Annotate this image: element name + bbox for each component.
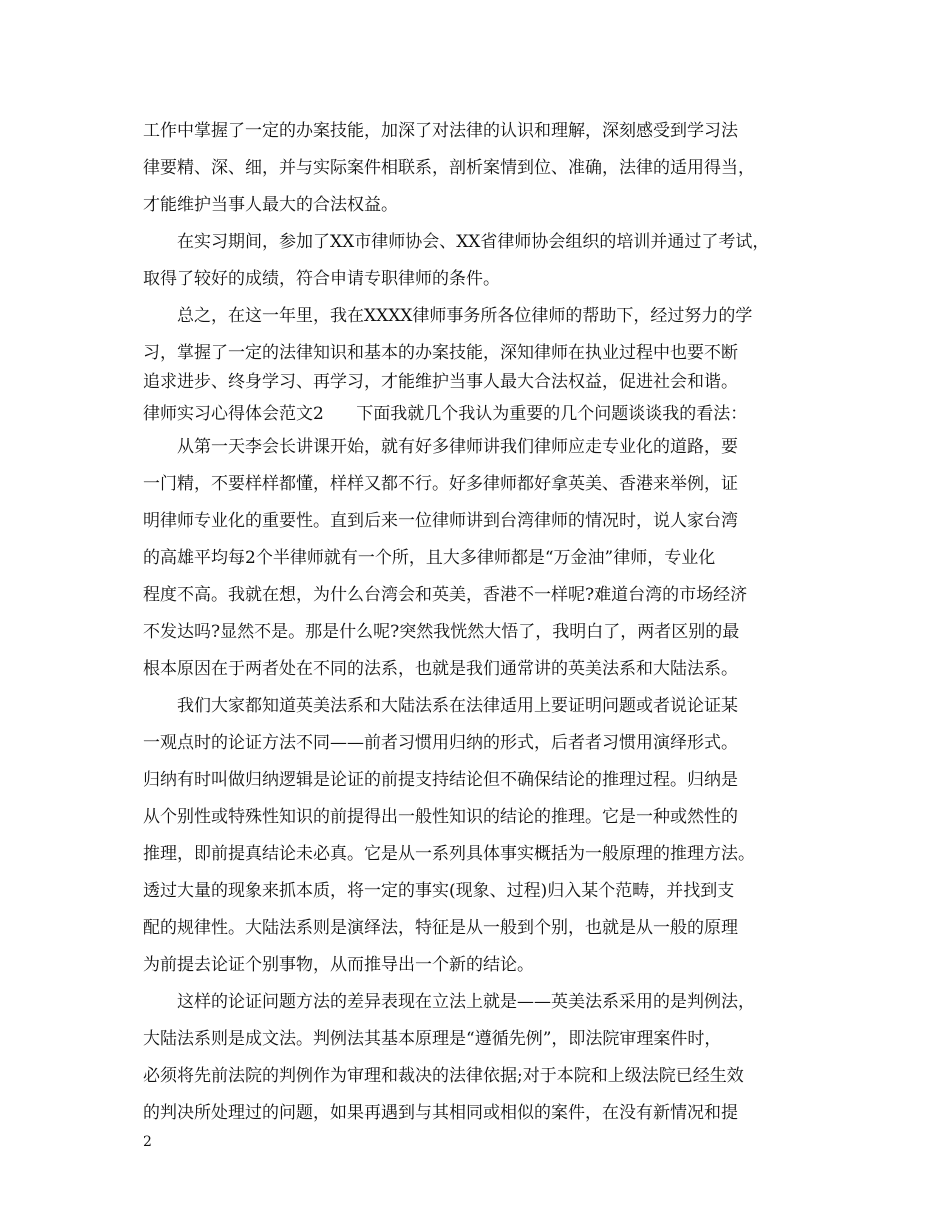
text-line: 根本原因在于两者处在不同的法系，也就是我们通常讲的英美法系和大陆法系。: [143, 659, 738, 679]
text-line: 必须将先前法院的判例作为审理和裁决的法律依据;对于本院和上级法院已经生效: [143, 1066, 744, 1086]
text-line: 一门精，不要样样都懂，样样又都不行。好多律师都好拿英美、香港来举例，证: [143, 474, 738, 494]
text-line: 律师实习心得体会范文2 下面我就几个我认为重要的几个问题谈谈我的看法：: [143, 404, 748, 424]
text-line: 配的规律性。大陆法系则是演绎法，特征是从一般到个别，也就是从一般的原理: [143, 918, 738, 938]
text-line: 在实习期间，参加了XX市律师协会、XX省律师协会组织的培训并通过了考试，: [177, 232, 770, 252]
text-line: 推理，即前提真结论未必真。它是从一系列具体事实概括为一般原理的推理方法。: [143, 844, 755, 864]
text-line: 为前提去论证个别事物，从而推导出一个新的结论。: [143, 955, 534, 975]
text-line: 一观点时的论证方法不同——前者习惯用归纳的形式，后者者习惯用演绎形式。: [143, 733, 738, 753]
page-number: 2: [143, 1134, 152, 1150]
text-line: 取得了较好的成绩，符合申请专职律师的条件。: [143, 269, 500, 289]
text-line: 透过大量的现象来抓本质，将一定的事实(现象、过程)归入某个范畴，并找到支: [143, 881, 735, 901]
text-line: 从第一天李会长讲课开始，就有好多律师讲我们律师应走专业化的道路，要: [177, 437, 738, 457]
text-line: 这样的论证问题方法的差异表现在立法上就是——英美法系采用的是判例法，: [177, 992, 755, 1012]
text-line: 归纳有时叫做归纳逻辑是论证的前提支持结论但不确保结论的推理过程。归纳是: [143, 770, 738, 790]
text-line: 追求进步、终身学习、再学习，才能维护当事人最大合法权益，促进社会和谐。: [143, 372, 738, 392]
text-line: 工作中掌握了一定的办案技能，加深了对法律的认识和理解，深刻感受到学习法: [143, 121, 738, 141]
text-line: 不发达吗?显然不是。那是什么呢?突然我恍然大悟了，我明白了，两者区别的最: [143, 622, 740, 642]
text-line: 明律师专业化的重要性。直到后来一位律师讲到台湾律师的情况时，说人家台湾: [143, 511, 738, 531]
text-line: 程度不高。我就在想，为什么台湾会和英美，香港不一样呢?难道台湾的市场经济: [143, 585, 748, 605]
text-line: 才能维护当事人最大的合法权益。: [143, 195, 398, 215]
text-line: 从个别性或特殊性知识的前提得出一般性知识的结论的推理。它是一种或然性的: [143, 807, 738, 827]
text-line: 总之，在这一年里，我在XXXX律师事务所各位律师的帮助下，经过努力的学: [177, 306, 753, 326]
text-line: 习，掌握了一定的法律知识和基本的办案技能，深知律师在执业过程中也要不断: [143, 343, 738, 363]
text-line: 大陆法系则是成文法。判例法其基本原理是“遵循先例”，即法院审理案件时，: [143, 1029, 722, 1049]
text-line: 的判决所处理过的问题，如果再遇到与其相同或相似的案件，在没有新情况和提: [143, 1103, 738, 1123]
text-line: 的高雄平均每2个半律师就有一个所，且大多律师都是“万金油”律师，专业化: [143, 548, 716, 568]
text-line: 我们大家都知道英美法系和大陆法系在法律适用上要证明问题或者说论证某: [177, 696, 738, 716]
text-line: 律要精、深、细，并与实际案件相联系，剖析案情到位、准确，法律的适用得当，: [143, 158, 755, 178]
